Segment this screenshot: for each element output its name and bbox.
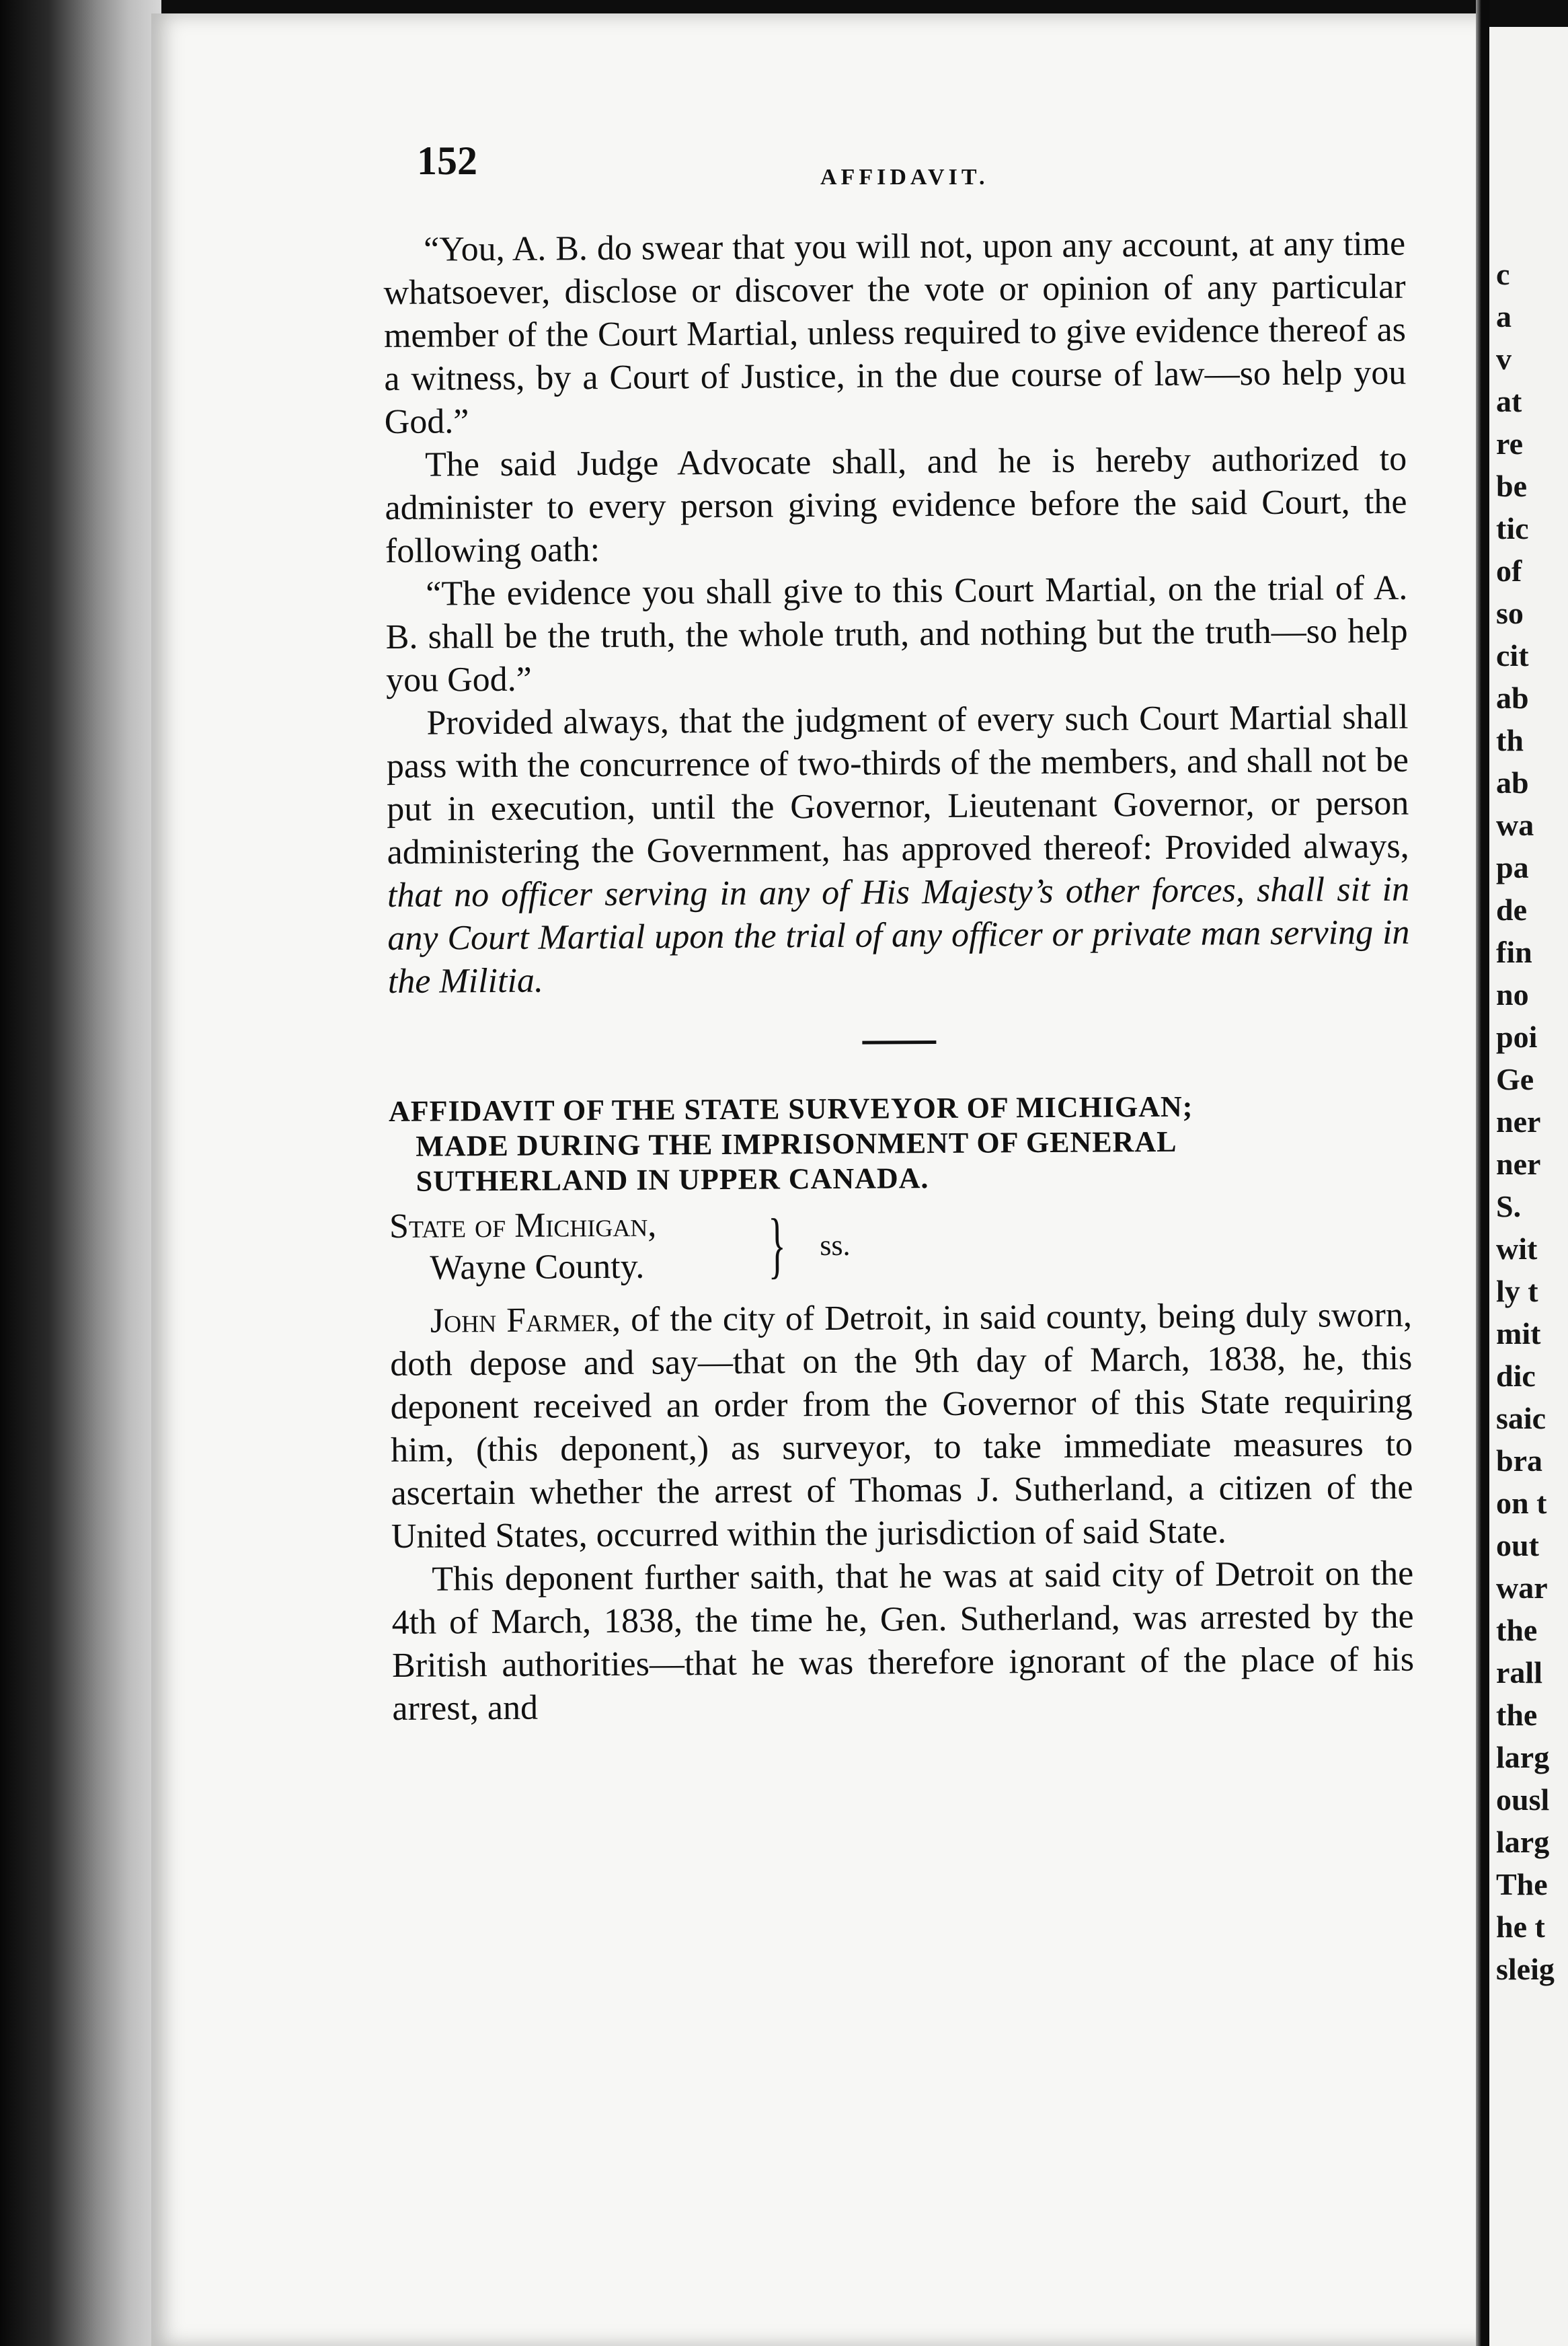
venue-block: [389, 1200, 1412, 1293]
facing-page-fragment: fin: [1496, 935, 1532, 969]
venue-brace: }: [768, 1203, 787, 1286]
venue-state: State of Michigan,: [389, 1205, 657, 1246]
book-edge-shadow: [0, 0, 161, 2346]
facing-page-fragment: ner: [1496, 1147, 1541, 1181]
oath-of-secrecy-paragraph: “You, A. B. do swear that you will not, upon any account, at any time whatsoever, disclose or discover the vote or opinion of any particular member of the Court Martial, unless required to give evidence thereof as a witness, by a Court of Justice, in the due course of law—so help you God.”: [383, 224, 1407, 441]
affidavit-heading-line-1: AFFIDAVIT OF THE STATE SURVEYOR OF MICHIGAN;: [388, 1090, 1193, 1128]
deposition-paragraph-1-text: of the city of Detroit, in said county, being duly sworn, doth depose and say—that on the 9th day of March, 1838, he, this deponent received an order from the Governor of this State requiring him, (this deponent,) as surveyor, to take immediate measures to ascertain whether the arrest of Thomas J. Sutherland, a citizen of the United States, occurred within the jurisdiction of said State.: [390, 1295, 1413, 1556]
facing-page-fragment: saic: [1496, 1401, 1546, 1435]
page-body: [383, 223, 1415, 1731]
book-gutter: [1476, 0, 1489, 2346]
facing-page-fragment: c: [1496, 257, 1510, 291]
facing-page-fragment: at: [1496, 384, 1522, 418]
facing-page-fragment: wa: [1496, 808, 1534, 842]
facing-page-fragment: a: [1496, 299, 1512, 334]
facing-page-fragment: ab: [1496, 681, 1529, 715]
facing-page-fragment: so: [1496, 596, 1524, 630]
page-header: [417, 138, 1022, 198]
facing-page-fragment: of: [1496, 554, 1522, 588]
affidavit-heading: [389, 1088, 1411, 1199]
judge-advocate-paragraph: The said Judge Advocate shall, and he is hereby authorized to administer to every person giving evidence before the said Court, the following oath:: [385, 439, 1407, 570]
facing-page-fragment: The: [1496, 1867, 1548, 1901]
running-head: AFFIDAVIT.: [820, 165, 989, 190]
facing-page-fragment: bra: [1496, 1443, 1542, 1478]
facing-page-fragment: larg: [1496, 1740, 1550, 1774]
proviso-italic-text: that no officer serving in any of His Majesty’s other forces, shall sit in any Court Martial upon the trial of any officer or private man serving in the Militia.: [387, 870, 1410, 1001]
facing-page-fragment: th: [1496, 723, 1524, 757]
facing-page-fragment: larg: [1496, 1825, 1550, 1859]
facing-page-fragment: v: [1496, 342, 1512, 376]
facing-page-fragment: poi: [1496, 1020, 1538, 1054]
venue-ss: ss.: [820, 1228, 851, 1262]
facing-page-fragment: no: [1496, 977, 1529, 1012]
section-divider: [862, 1040, 936, 1045]
deponent-name: John Farmer,: [430, 1300, 621, 1340]
facing-page-fragment: the: [1496, 1613, 1538, 1647]
facing-page-fragment: he t: [1496, 1909, 1545, 1944]
page-number: 152: [417, 139, 477, 183]
facing-page-fragment: rall: [1496, 1655, 1542, 1690]
facing-page-fragment: Ge: [1496, 1062, 1534, 1096]
facing-page-fragment: wit: [1496, 1232, 1538, 1266]
facing-page-fragment: cit: [1496, 638, 1529, 673]
facing-page-fragment: on t: [1496, 1486, 1547, 1520]
facing-page-fragment: out: [1496, 1528, 1539, 1562]
facing-page-fragment: ousl: [1496, 1782, 1550, 1817]
deposition-paragraph-2: This deponent further saith, that he was at said city of Detroit on the 4th of March, 1838, the time he, Gen. Sutherland, was arrested by the British authorities—that he was therefore ignorant of the place of his arrest, and: [391, 1554, 1415, 1728]
facing-page-fragment: de: [1496, 893, 1527, 927]
facing-page-fragment: mit: [1496, 1316, 1541, 1351]
proviso-paragraph: [386, 696, 1410, 1004]
facing-page-fragment: re: [1496, 426, 1524, 461]
affidavit-heading-line-2: MADE DURING THE IMPRISONMENT OF GENERAL: [416, 1125, 1177, 1163]
facing-page-edge: [1489, 27, 1568, 2346]
facing-page-fragment: be: [1496, 469, 1527, 503]
facing-page-fragment: war: [1496, 1571, 1548, 1605]
facing-page-fragment: dic: [1496, 1359, 1536, 1393]
facing-page-fragment: ly t: [1496, 1274, 1538, 1308]
facing-page-fragment: ab: [1496, 765, 1529, 800]
facing-page-fragment: the: [1496, 1698, 1538, 1732]
facing-page-fragment: ner: [1496, 1104, 1541, 1139]
proviso-text: Provided always, that the judgment of every such Court Martial shall pass with the concurrence of two-thirds of the members, and shall not be put in execution, until the Governor, Lieutenant Governor, or person administering the Government, has approved thereof: Provided always,: [386, 697, 1409, 872]
facing-page-fragment: pa: [1496, 850, 1529, 884]
facing-page-fragment: tic: [1496, 511, 1529, 545]
evidence-oath-paragraph: “The evidence you shall give to this Court Martial, on the trial of A. B. shall be the truth, the whole truth, and nothing but the truth—so help you God.”: [385, 568, 1408, 699]
venue-county: Wayne County.: [430, 1247, 645, 1287]
deposition-paragraph-1: [390, 1294, 1413, 1558]
facing-page-fragment: sleig: [1496, 1952, 1555, 1986]
affidavit-heading-line-3: SUTHERLAND IN UPPER CANADA.: [416, 1162, 929, 1198]
facing-page-fragment: S.: [1496, 1189, 1522, 1223]
